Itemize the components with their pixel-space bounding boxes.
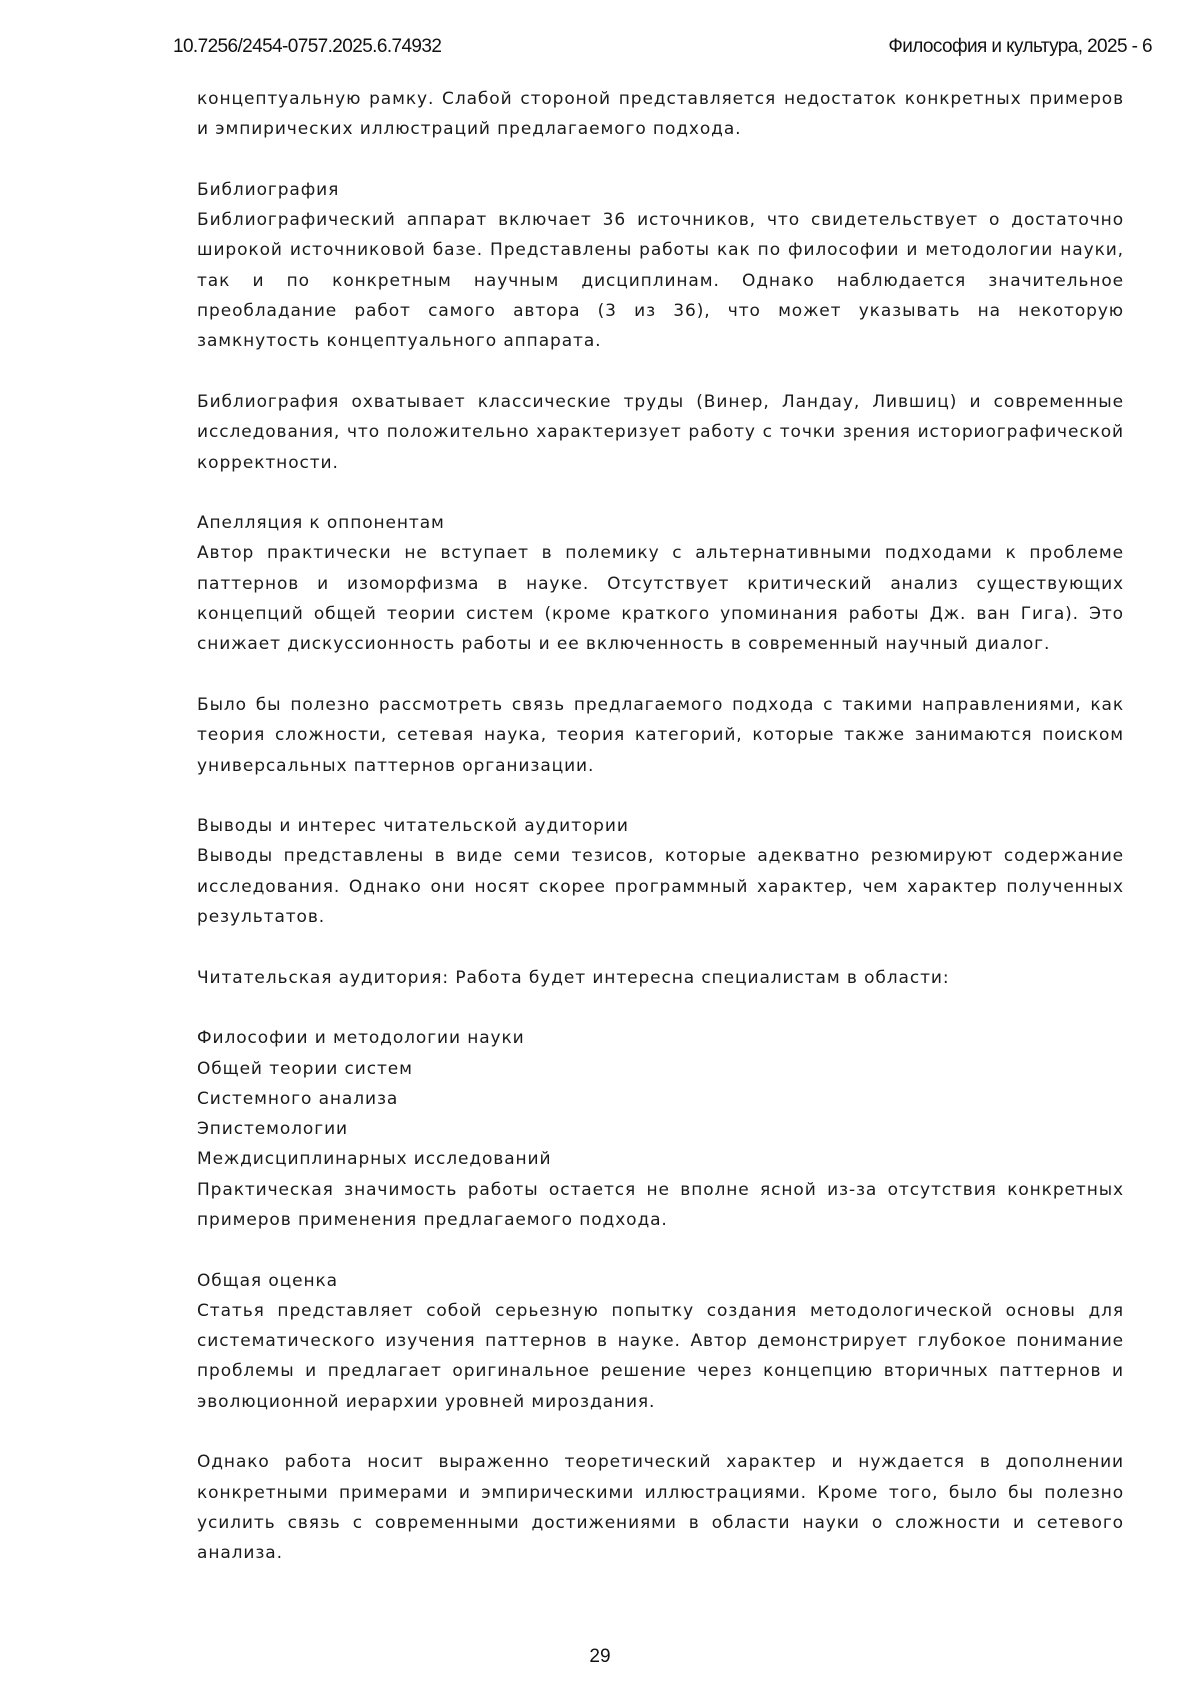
list-item: Философии и методологии науки (197, 1023, 1124, 1053)
article-body (197, 84, 1124, 1569)
section-heading-overall: Общая оценка (197, 1266, 1124, 1296)
section-heading-bibliography: Библиография (197, 175, 1124, 205)
audience-list (197, 1023, 1124, 1174)
paragraph-practical-significance: Практическая значимость работы остается не вполне ясной из-за отсутствия конкретных примеров применения предлагаемого подхода. (197, 1175, 1124, 1236)
paragraph-conclusions-theses: Выводы представлены в виде семи тезисов, которые адекватно резюмируют содержание исследования. Однако они носят скорее программный характер, чем характер полученных результатов. (197, 841, 1124, 932)
paragraph-overall-critique: Однако работа носит выраженно теоретический характер и нуждается в дополнении конкретными примерами и эмпирическими иллюстрациями. Кроме того, было бы полезно усилить связь с современными достижениями в области науки о сложности и сетевого анализа. (197, 1447, 1124, 1568)
paragraph-opponents-polemic: Автор практически не вступает в полемику с альтернативными подходами к проблеме паттернов и изоморфизма в науке. Отсутствует критический анализ существующих концепций общей теории систем (кроме краткого упоминания работы Дж. ван Гига). Это снижает дискуссионность работы и ее включенность в современный научный диалог. (197, 538, 1124, 659)
paragraph-bibliography-sources: Библиографический аппарат включает 36 источников, что свидетельствует о достаточно широкой источниковой базе. Представлены работы как по философии и методологии науки, так и по конкретным научным дисциплинам. Однако наблюдается значительное преобладание работ самого автора (3 из 36), что может указывать на некоторую замкнутость концептуального аппарата. (197, 205, 1124, 356)
paragraph-audience-intro: Читательская аудитория: Работа будет интересна специалистам в области: (197, 963, 1124, 993)
doi-header: 10.7256/2454-0757.2025.6.74932 (173, 36, 441, 58)
section-heading-conclusions: Выводы и интерес читательской аудитории (197, 811, 1124, 841)
paragraph-opponents-suggestion: Было бы полезно рассмотреть связь предлагаемого подхода с такими направлениями, как теория сложности, сетевая наука, теория категорий, которые также занимаются поиском универсальных паттернов организации. (197, 690, 1124, 781)
paragraph-overall-assessment: Статья представляет собой серьезную попытку создания методологической основы для систематического изучения паттернов в науке. Автор демонстрирует глубокое понимание проблемы и предлагает оригинальное решение через концепцию вторичных паттернов и эволюционной иерархии уровней мироздания. (197, 1296, 1124, 1417)
list-item: Междисциплинарных исследований (197, 1144, 1124, 1174)
section-heading-opponents: Апелляция к оппонентам (197, 508, 1124, 538)
list-item: Общей теории систем (197, 1054, 1124, 1084)
list-item: Эпистемологии (197, 1114, 1124, 1144)
paragraph-intro-continuation: концептуальную рамку. Слабой стороной представляется недостаток конкретных примеров и эмпирических иллюстраций предлагаемого подхода. (197, 84, 1124, 145)
document-page (0, 0, 1200, 1698)
journal-header: Философия и культура, 2025 - 6 (888, 36, 1152, 58)
list-item: Системного анализа (197, 1084, 1124, 1114)
page-number: 29 (0, 1646, 1200, 1668)
paragraph-bibliography-classics: Библиография охватывает классические труды (Винер, Ландау, Лившиц) и современные исследования, что положительно характеризует работу с точки зрения историографической корректности. (197, 387, 1124, 478)
